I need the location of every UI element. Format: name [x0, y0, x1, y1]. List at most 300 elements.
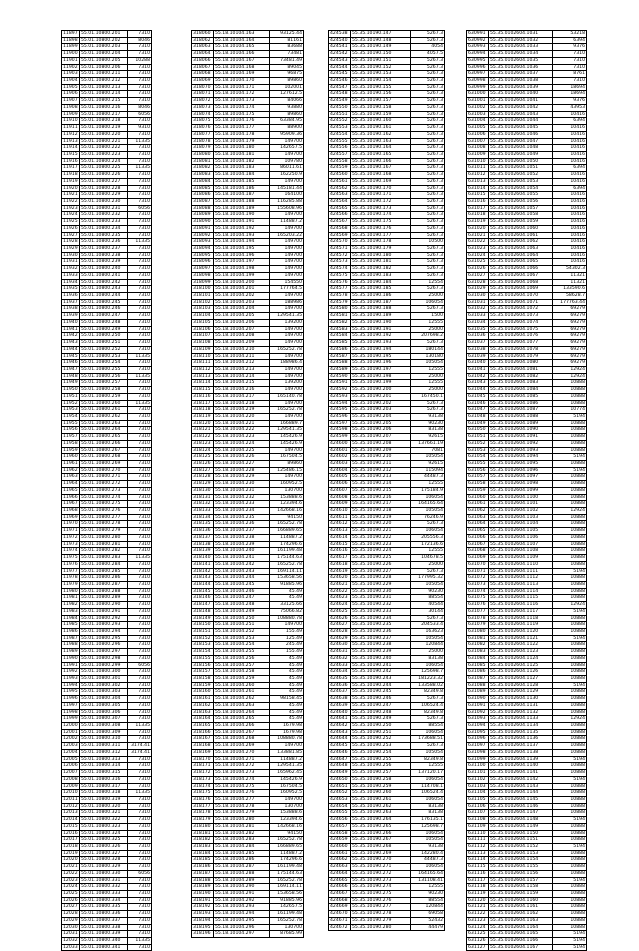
code-cell: 55.35.0102604.1165	[489, 931, 553, 938]
table-row	[329, 84, 445, 91]
code-cell: 55.01.10800.317	[80, 783, 128, 790]
row-id-cell: 11999	[63, 716, 78, 722]
table-row	[62, 891, 152, 898]
code-cell: 55.35.10190.177	[351, 232, 411, 239]
table-row	[467, 508, 587, 515]
code-cell: 55.35.0102604.1121	[489, 635, 553, 642]
table-row	[62, 575, 152, 582]
row-id-cell: 11952	[63, 400, 78, 406]
value-cell: 102001	[270, 84, 304, 91]
row-id-cell: 12029	[63, 917, 78, 923]
table-row	[192, 904, 304, 911]
code-cell: 55.01.10800.271	[80, 474, 128, 481]
value-cell: 82349.8	[411, 709, 445, 716]
row-id-cell: 631093	[467, 716, 489, 723]
value-cell: 5194	[553, 413, 587, 420]
table-row	[192, 729, 304, 736]
value-cell: 130700	[270, 487, 304, 494]
value-cell: 155.49	[270, 649, 304, 656]
table-row	[467, 689, 587, 696]
code-cell: 55.01.10800.273	[80, 487, 128, 494]
row-id-cell: 318138	[192, 541, 214, 548]
value-cell: 153658.56	[270, 575, 304, 582]
value-cell: 58628.7	[553, 293, 587, 300]
code-cell: 55.35.0102604.1045	[489, 125, 553, 132]
value-cell: 123394.6	[270, 501, 304, 508]
table-row	[329, 118, 445, 125]
value-cell: 10888	[553, 387, 587, 394]
table-row	[62, 682, 152, 689]
code-cell: 55.35.10190.216	[351, 494, 411, 501]
table-row	[192, 440, 304, 447]
row-id-cell: 631077	[467, 608, 489, 615]
table-row	[467, 64, 587, 71]
value-cell: 11335	[128, 723, 152, 730]
value-cell: 7310	[128, 340, 152, 347]
row-id-cell: 631037	[467, 340, 489, 347]
code-cell: 55.35.10190.256	[351, 763, 411, 770]
code-cell: 55.18.10104.267	[214, 729, 270, 736]
table-row	[62, 407, 152, 414]
value-cell: 54302.3	[553, 266, 587, 273]
table-row	[467, 172, 587, 179]
code-cell: 55.18.10104.269	[214, 743, 270, 750]
code-cell: 55.35.10190.234	[351, 615, 411, 622]
table-row	[467, 850, 587, 857]
value-cell: 69279	[553, 353, 587, 360]
table-row	[329, 151, 445, 158]
table-row	[62, 568, 152, 575]
code-cell: 55.35.10190.180	[351, 252, 411, 259]
value-cell: 5267.3	[411, 205, 445, 212]
table-row	[62, 333, 152, 340]
value-cell: 10888	[553, 736, 587, 743]
code-cell: 55.35.0102604.1118	[489, 615, 553, 622]
code-cell: 55.35.10190.245	[351, 689, 411, 696]
table-row	[467, 286, 587, 293]
table-row	[467, 293, 587, 300]
row-id-cell: 424652	[329, 790, 351, 797]
value-cell: 45.49	[270, 662, 304, 669]
row-id-cell: 11962	[63, 467, 78, 473]
table-row	[467, 736, 587, 743]
value-cell: 165252.78	[270, 521, 304, 528]
table-row	[467, 393, 587, 400]
row-id-cell: 11994	[63, 682, 78, 688]
value-cell: 12924	[553, 716, 587, 723]
table-row	[329, 736, 445, 743]
row-id-cell: 318094	[192, 246, 214, 253]
value-cell: 10888	[553, 400, 587, 407]
row-id-cell: 630992	[467, 37, 489, 44]
code-cell: 55.01.10800.335	[80, 904, 128, 911]
row-id-cell: 631092	[467, 709, 489, 716]
row-id-cell: 631050	[467, 427, 489, 434]
value-cell: 95909.36	[270, 131, 304, 138]
row-id-cell: 631074	[467, 588, 489, 595]
value-cell: 94150	[270, 514, 304, 521]
row-id-cell: 631054	[467, 454, 489, 461]
table-row	[192, 78, 304, 85]
row-id-cell: 11945	[63, 353, 78, 359]
value-cell: 169114.11	[270, 568, 304, 575]
code-cell: 55.18.10104.220	[214, 413, 270, 420]
value-cell: 10888	[553, 783, 587, 790]
code-cell: 55.18.10104.292	[214, 897, 270, 904]
table-row	[329, 716, 445, 723]
row-id-cell: 631080	[467, 628, 489, 635]
code-cell: 55.18.10104.244	[214, 575, 270, 582]
value-cell: 7310	[128, 864, 152, 871]
value-cell: 10888	[553, 702, 587, 709]
value-cell: 7310	[128, 71, 152, 78]
table-row	[329, 353, 445, 360]
value-cell: 5267.3	[411, 98, 445, 105]
value-cell: 161199.48	[270, 864, 304, 871]
value-cell: 5267.3	[411, 125, 445, 132]
row-id-cell: 631030	[467, 293, 489, 300]
row-id-cell: 11937	[63, 299, 78, 305]
code-cell: 55.35.0102604.1035	[489, 57, 553, 64]
code-cell: 55.35.0102604.1062	[489, 239, 553, 246]
row-id-cell: 318082	[192, 165, 214, 172]
code-cell: 55.35.0102604.1100	[489, 494, 553, 501]
code-cell: 55.35.10190.165	[351, 151, 411, 158]
row-id-cell: 318190	[192, 891, 214, 898]
row-id-cell: 424544	[329, 64, 351, 71]
row-id-cell: 11966	[63, 494, 78, 500]
table-row	[467, 662, 587, 669]
row-id-cell: 12016	[63, 830, 78, 836]
code-cell: 55.01.10800.265	[80, 434, 128, 441]
row-id-cell: 631104	[467, 790, 489, 797]
row-id-cell: 11946	[63, 360, 78, 366]
value-cell: 69279	[553, 306, 587, 313]
code-cell: 55.18.10104.275	[214, 783, 270, 790]
code-cell: 55.35.10190.218	[351, 508, 411, 515]
row-id-cell: 318169	[192, 749, 214, 756]
value-cell: 7310	[128, 608, 152, 615]
value-cell: 69279	[553, 340, 587, 347]
value-cell: 25000	[411, 561, 445, 568]
table-row	[192, 595, 304, 602]
value-cell: 10416	[553, 232, 587, 239]
code-cell: 55.35.0102604.1099	[489, 487, 553, 494]
table-row	[329, 770, 445, 777]
code-cell: 55.18.10104.216	[214, 387, 270, 394]
code-cell: 55.35.0102604.1051	[489, 165, 553, 172]
value-cell: 9310	[128, 125, 152, 132]
code-cell: 55.18.10104.210	[214, 346, 270, 353]
value-cell: 12554	[411, 279, 445, 286]
table-row	[62, 373, 152, 380]
value-cell: 90230	[411, 420, 445, 427]
value-cell: 129541.35	[270, 313, 304, 320]
row-id-cell: 424569	[329, 232, 351, 239]
row-id-cell: 631101	[467, 770, 489, 777]
value-cell: 7310	[128, 622, 152, 629]
row-id-cell: 424540	[329, 37, 351, 44]
value-cell: 11321	[553, 279, 587, 286]
table-row	[329, 366, 445, 373]
row-id-cell: 631035	[467, 326, 489, 333]
table-row	[192, 555, 304, 562]
code-cell: 55.35.10190.276	[351, 897, 411, 904]
code-cell: 55.35.10190.202	[351, 400, 411, 407]
value-cell: 7310	[128, 682, 152, 689]
value-cell: 165252.78	[270, 837, 304, 844]
code-cell: 55.18.10104.252	[214, 628, 270, 635]
value-cell: 7081	[411, 447, 445, 454]
code-cell: 55.35.0102604.1160	[489, 897, 553, 904]
row-id-cell: 424668	[329, 897, 351, 904]
table-row	[467, 387, 587, 394]
row-id-cell: 424620	[329, 575, 351, 582]
row-id-cell: 318121	[192, 427, 214, 434]
code-cell: 55.35.10190.152	[351, 64, 411, 71]
row-id-cell: 631024	[467, 252, 489, 259]
row-id-cell: 11915	[63, 151, 78, 157]
row-id-cell: 11978	[63, 575, 78, 581]
code-cell: 55.35.0102604.1033	[489, 44, 553, 51]
table-row	[329, 655, 445, 662]
row-id-cell: 12006	[63, 763, 78, 769]
row-id-cell: 631097	[467, 743, 489, 750]
value-cell: 10888	[553, 897, 587, 904]
row-id-cell: 424582	[329, 319, 351, 326]
table-row	[329, 534, 445, 541]
table-row	[329, 884, 445, 891]
code-cell: 55.35.10190.223	[351, 541, 411, 548]
code-cell: 55.18.10104.283	[214, 837, 270, 844]
code-cell: 55.35.0102604.1145	[489, 796, 553, 803]
value-cell: 163623	[411, 628, 445, 635]
code-cell: 55.35.0102604.1075	[489, 326, 553, 333]
code-cell: 55.01.10800.293	[80, 622, 128, 629]
row-id-cell: 11923	[63, 205, 78, 211]
code-cell: 55.01.10800.219	[80, 125, 128, 132]
table-row	[467, 447, 587, 454]
code-cell: 55.35.0102604.1163	[489, 917, 553, 924]
code-cell: 55.01.10800.294	[80, 628, 128, 635]
row-id-cell: 424633	[329, 662, 351, 669]
row-id-cell: 631051	[467, 434, 489, 441]
table-row	[467, 219, 587, 226]
value-cell: 5267.3	[411, 568, 445, 575]
table-row	[62, 857, 152, 864]
row-id-cell: 318188	[192, 877, 214, 884]
code-cell: 55.01.10800.247	[80, 313, 128, 320]
row-id-cell: 318073	[192, 104, 214, 111]
value-cell: 7310	[128, 454, 152, 461]
row-id-cell: 631095	[467, 729, 489, 736]
table-row	[467, 534, 587, 541]
row-id-cell: 11930	[63, 252, 78, 258]
value-cell: 7310	[128, 440, 152, 447]
row-id-cell: 424649	[329, 770, 351, 777]
code-cell: 55.35.10190.167	[351, 165, 411, 172]
table-row	[467, 299, 587, 306]
code-cell: 55.35.10190.181	[351, 259, 411, 266]
table-row	[467, 346, 587, 353]
value-cell: 5267.3	[411, 172, 445, 179]
code-cell: 55.01.10800.331	[80, 877, 128, 884]
row-id-cell: 424570	[329, 239, 351, 246]
code-cell: 55.35.10190.156	[351, 91, 411, 98]
row-id-cell: 11897	[63, 31, 78, 36]
code-cell: 55.01.10800.226	[80, 172, 128, 179]
table-row	[329, 850, 445, 857]
code-cell: 55.35.0102604.1150	[489, 830, 553, 837]
table-row	[62, 319, 152, 326]
row-id-cell: 631006	[467, 131, 489, 138]
code-cell: 55.18.10104.274	[214, 776, 270, 783]
value-cell: 88554	[411, 595, 445, 602]
row-id-cell: 424585	[329, 340, 351, 347]
value-cell: 7310	[128, 313, 152, 320]
table-row	[192, 662, 304, 669]
table-row	[467, 413, 587, 420]
value-cell: 4054	[411, 44, 445, 51]
value-cell: 94150	[270, 830, 304, 837]
row-id-cell: 318193	[192, 911, 214, 918]
table-row	[192, 192, 304, 199]
table-row	[467, 911, 587, 918]
value-cell: 5267.3	[411, 716, 445, 723]
value-cell: 7310	[553, 57, 587, 64]
row-id-cell: 631005	[467, 125, 489, 132]
table-row	[192, 91, 304, 98]
row-id-cell: 424657	[329, 823, 351, 830]
value-cell: 165252.78	[270, 407, 304, 414]
code-cell: 55.18.10104.190	[214, 212, 270, 219]
value-cell: 174296.6	[270, 541, 304, 548]
row-id-cell: 318146	[192, 595, 214, 602]
row-id-cell: 630998	[467, 78, 489, 85]
code-cell: 55.18.10104.239	[214, 541, 270, 548]
value-cell: 81161	[270, 37, 304, 44]
code-cell: 55.35.10190.236	[351, 628, 411, 635]
row-id-cell: 424645	[329, 743, 351, 750]
table-row	[467, 353, 587, 360]
code-cell: 55.18.10104.193	[214, 232, 270, 239]
code-cell: 55.35.10190.232	[351, 602, 411, 609]
row-id-cell: 630994	[467, 51, 489, 58]
value-cell: 7310	[128, 588, 152, 595]
row-id-cell: 424589	[329, 366, 351, 373]
code-cell: 55.35.0102604.1110	[489, 561, 553, 568]
table-row	[192, 676, 304, 683]
row-id-cell: 631004	[467, 118, 489, 125]
code-cell: 55.35.0102604.1086	[489, 400, 553, 407]
value-cell: 149700	[270, 225, 304, 232]
value-cell: 165252.78	[270, 877, 304, 884]
table-row	[192, 588, 304, 595]
table-row	[62, 749, 152, 756]
row-id-cell: 424605	[329, 474, 351, 481]
code-cell: 55.35.0102604.1144	[489, 790, 553, 797]
row-id-cell: 631011	[467, 165, 489, 172]
code-cell: 55.18.10104.182	[214, 158, 270, 165]
code-cell: 55.01.10800.284	[80, 561, 128, 568]
row-id-cell: 318162	[192, 702, 214, 709]
table-row	[329, 796, 445, 803]
table-row	[467, 581, 587, 588]
value-cell: 5267.3	[411, 615, 445, 622]
value-cell: 10888	[553, 729, 587, 736]
table-row	[329, 333, 445, 340]
row-id-cell: 424634	[329, 669, 351, 676]
value-cell: 7310	[128, 131, 152, 138]
value-cell: 12555	[411, 366, 445, 373]
table-row	[192, 353, 304, 360]
row-id-cell: 424608	[329, 494, 351, 501]
code-cell: 55.01.10800.327	[80, 850, 128, 857]
code-cell: 55.35.10190.150	[351, 51, 411, 58]
table-row	[192, 279, 304, 286]
row-id-cell: 424628	[329, 628, 351, 635]
table-row	[62, 252, 152, 259]
table-row	[329, 702, 445, 709]
row-id-cell: 318144	[192, 581, 214, 588]
code-cell: 55.35.0102604.1054	[489, 185, 553, 192]
value-cell: 5267.3	[411, 151, 445, 158]
value-cell: 11335	[128, 239, 152, 246]
code-cell: 55.35.10190.182	[351, 266, 411, 273]
code-cell: 55.35.10190.231	[351, 595, 411, 602]
value-cell: 40544	[411, 602, 445, 609]
code-cell: 55.01.10800.238	[80, 252, 128, 259]
code-cell: 55.35.0102604.1151	[489, 837, 553, 844]
value-cell: 205556.3	[411, 534, 445, 541]
code-cell: 55.35.10190.192	[351, 333, 411, 340]
table-row	[329, 689, 445, 696]
row-id-cell: 318172	[192, 770, 214, 777]
value-cell: 12555	[411, 481, 445, 488]
value-cell: 5194	[553, 608, 587, 615]
row-id-cell: 424557	[329, 151, 351, 158]
table-row	[329, 138, 445, 145]
code-cell: 55.18.10104.295	[214, 917, 270, 924]
table-row	[467, 528, 587, 535]
table-row	[467, 635, 587, 642]
row-id-cell: 424622	[329, 588, 351, 595]
code-cell: 55.01.10800.278	[80, 521, 128, 528]
code-cell: 55.01.10800.212	[80, 78, 128, 85]
value-cell: 10416	[553, 111, 587, 118]
code-cell: 55.35.0102604.1134	[489, 723, 553, 730]
value-cell: 167504.5	[270, 783, 304, 790]
value-cell: 6056	[128, 111, 152, 118]
code-cell: 55.01.10800.272	[80, 481, 128, 488]
row-id-cell: 11998	[63, 709, 78, 715]
row-id-cell: 424600	[329, 440, 351, 447]
table-row	[62, 635, 152, 642]
value-cell: 10888	[553, 555, 587, 562]
code-cell: 55.18.10104.284	[214, 843, 270, 850]
row-id-cell: 318113	[192, 373, 214, 380]
row-id-cell: 631120	[467, 897, 489, 904]
table-row	[62, 897, 152, 904]
value-cell: 7310	[128, 729, 152, 736]
code-cell: 55.35.10190.215	[351, 487, 411, 494]
row-id-cell: 318096	[192, 259, 214, 266]
value-cell: 10416	[553, 178, 587, 185]
table-row	[329, 360, 445, 367]
value-cell: 7310	[128, 850, 152, 857]
code-cell: 55.18.10104.236	[214, 521, 270, 528]
code-cell: 55.35.0102604.1153	[489, 850, 553, 857]
